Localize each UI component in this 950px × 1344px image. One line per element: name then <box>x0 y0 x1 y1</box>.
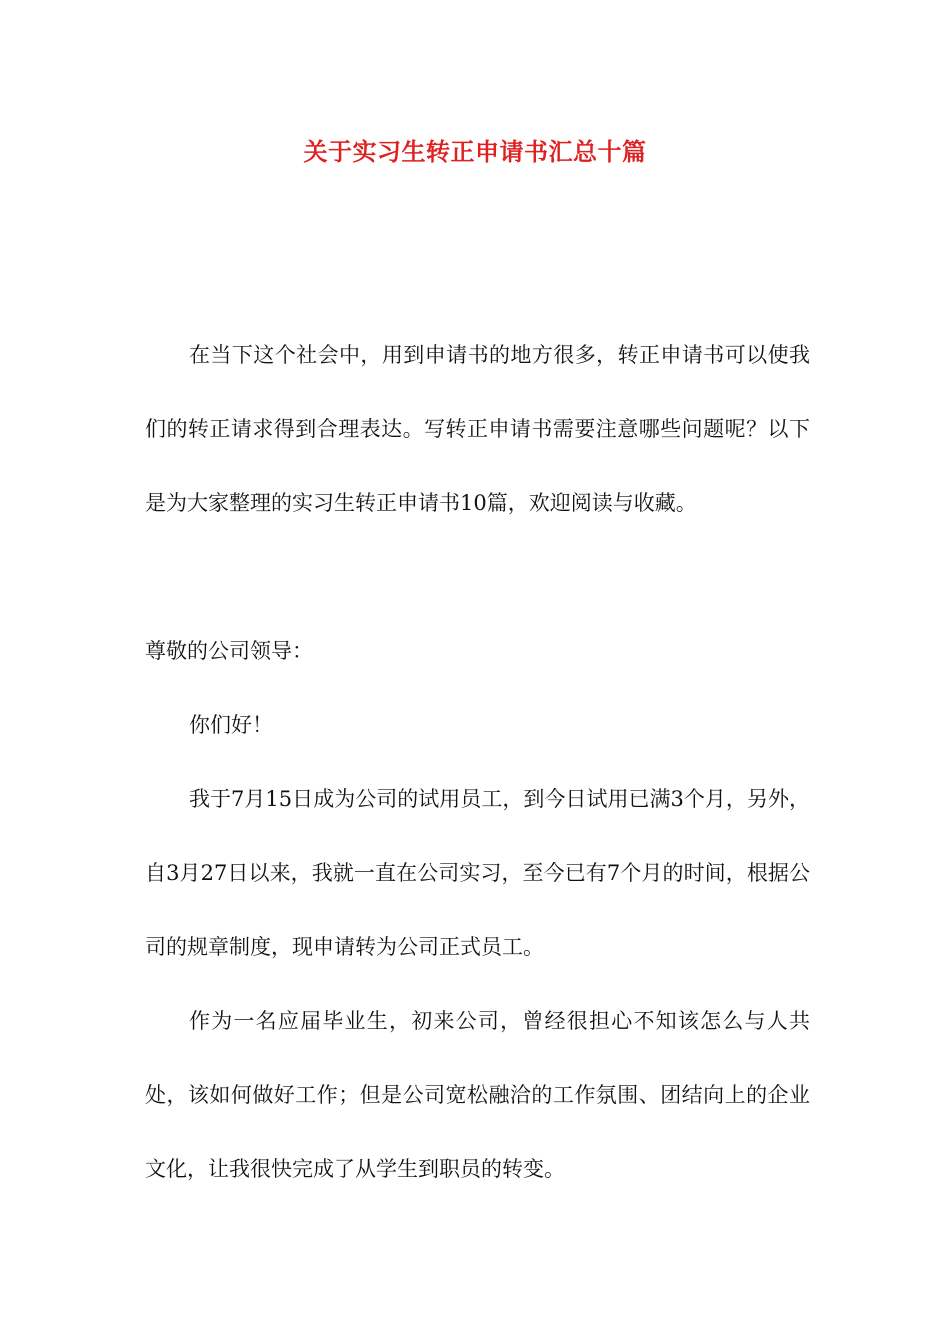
paragraph-spacer <box>145 540 810 614</box>
page-title: 关于实习生转正申请书汇总十篇 <box>303 137 647 166</box>
body-paragraph-1: 我于7月15日成为公司的试用员工，到今日试用已满3个月，另外，自3月27日以来，我就一直在公司实习，至今已有7个月的时间，根据公司的规章制度，现申请转为公司正式员工。 <box>145 787 810 959</box>
body-paragraph-2: 作为一名应届毕业生，初来公司，曾经很担心不知该怎么与人共处，该如何做好工作；但是公司宽松融洽的工作氛围、团结向上的企业文化，让我很快完成了从学生到职员的转变。 <box>145 1009 810 1181</box>
salutation: 尊敬的公司领导： <box>145 639 313 663</box>
intro-paragraph: 在当下这个社会中，用到申请书的地方很多，转正申请书可以使我们的转正请求得到合理表达。写转正申请书需要注意哪些问题呢？以下是为大家整理的实习生转正申请书10篇，欢迎阅读与收藏。 <box>145 343 810 515</box>
document-body <box>145 318 810 1206</box>
greeting: 你们好！ <box>189 713 273 737</box>
